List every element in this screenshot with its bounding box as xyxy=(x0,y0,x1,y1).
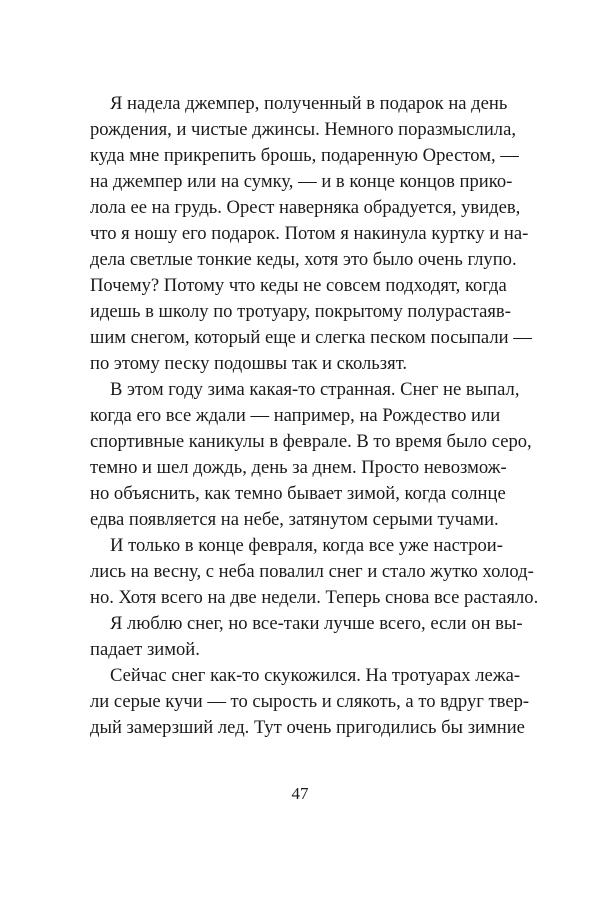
text-line: шим снегом, который еще и слегка песком посыпали — xyxy=(90,327,532,348)
text-line: ли серые кучи — то сырость и слякоть, а то вдруг твер- xyxy=(90,691,530,712)
text-line: Я надела джемпер, полученный в подарок на день xyxy=(110,93,508,114)
text-line: темно и шел дождь, день за днем. Просто невозмож- xyxy=(90,457,507,478)
text-line: падает зимой. xyxy=(90,639,200,660)
text-line: В этом году зима какая-то странная. Снег не выпал, xyxy=(110,379,520,400)
text-line: лись на весну, с неба повалил снег и стало жутко холод- xyxy=(90,561,534,582)
text-line: Я люблю снег, но все-таки лучше всего, если он вы- xyxy=(110,613,523,634)
text-line: Сейчас снег как-то скукожился. На тротуарах лежа- xyxy=(110,665,521,686)
text-line: когда его все ждали — например, на Рождество или xyxy=(90,405,501,426)
text-line: едва появляется на небе, затянутом серыми тучами. xyxy=(90,509,499,530)
text-line: что я ношу его подарок. Потом я накинула куртку и на- xyxy=(90,223,529,244)
text-line: лола ее на грудь. Орест наверняка обрадуется, увидев, xyxy=(90,197,521,218)
text-line: куда мне прикрепить брошь, подаренную Орестом, — xyxy=(90,145,519,166)
text-line: идешь в школу по тротуару, покрытому полурастаяв- xyxy=(90,301,511,322)
text-line: И только в конце февраля, когда все уже настрои- xyxy=(110,535,503,556)
text-line: Почему? Потому что кеды не совсем подходят, когда xyxy=(90,275,507,296)
text-line: но. Хотя всего на две недели. Теперь снова все растаяло. xyxy=(90,587,539,608)
text-line: рождения, и чистые джинсы. Немного поразмыслила, xyxy=(90,119,516,140)
text-line: но объяснить, как темно бывает зимой, когда солнце xyxy=(90,483,506,504)
text-line: дый замерзший лед. Тут очень пригодились бы зимние xyxy=(90,717,525,738)
page-number: 47 xyxy=(291,784,309,803)
text-line: на джемпер или на сумку, — и в конце концов прико- xyxy=(90,171,513,192)
text-line: спортивные каникулы в феврале. В то время было серо, xyxy=(90,431,532,452)
text-line: дела светлые тонкие кеды, хотя это было очень глупо. xyxy=(90,249,517,270)
text-line: по этому песку подошвы так и скользят. xyxy=(90,353,408,374)
